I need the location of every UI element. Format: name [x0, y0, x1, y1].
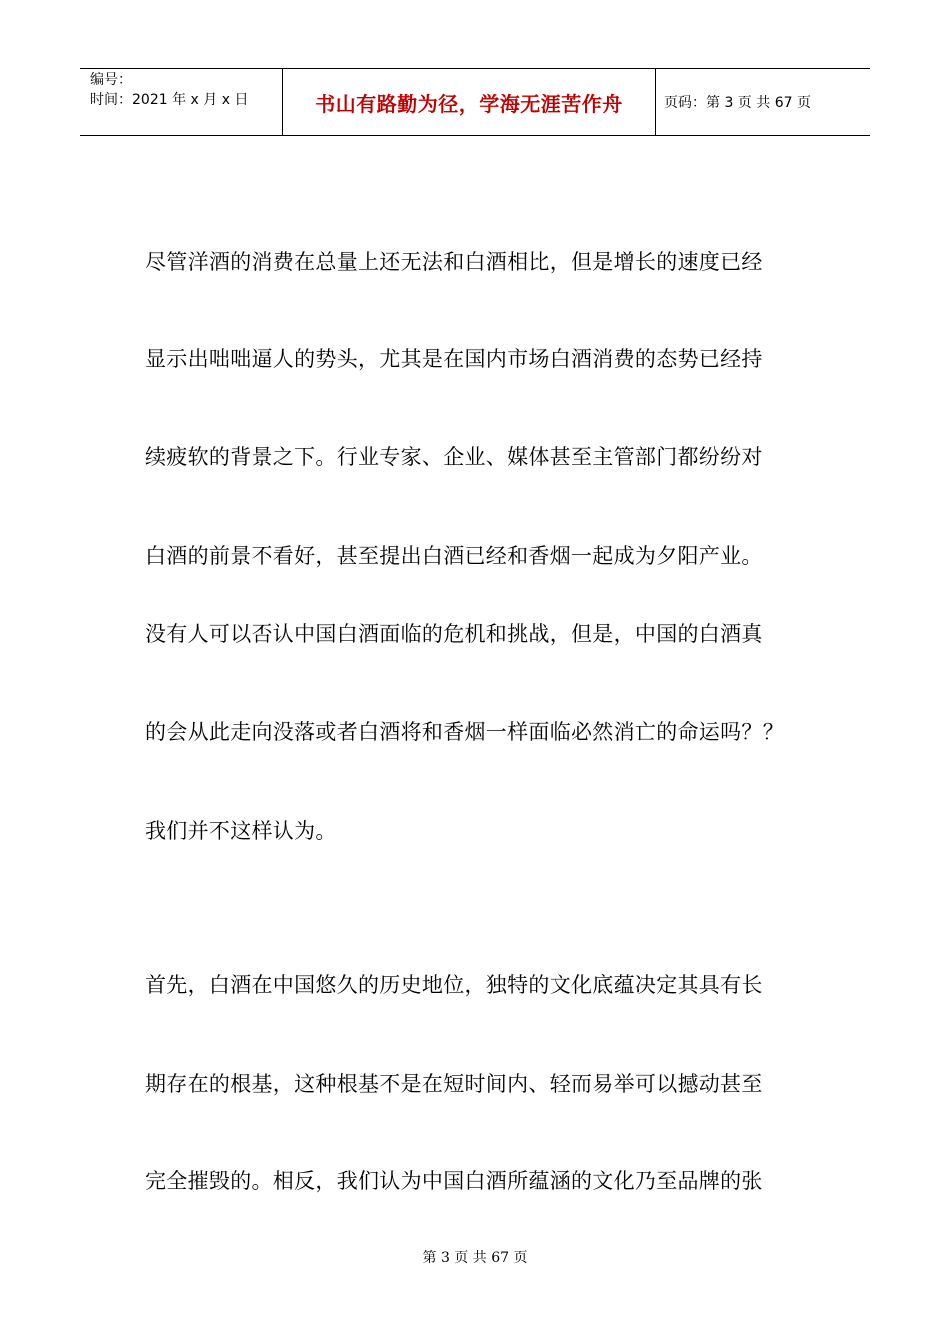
body-line: 续疲软的背景之下。行业专家、企业、媒体甚至主管部门都纷纷对 [145, 445, 763, 469]
body-line: 白酒的前景不看好，甚至提出白酒已经和香烟一起成为夕阳产业。 [145, 544, 763, 568]
header-page-cell [656, 69, 870, 135]
body-line: 尽管洋酒的消费在总量上还无法和白酒相比，但是增长的速度已经 [145, 250, 763, 274]
header-motto-cell [282, 69, 656, 135]
document-date: 时间：2021 年 x 月 x 日 [90, 92, 249, 108]
body-line: 我们并不这样认为。 [145, 819, 337, 843]
page-footer: 第 3 页 共 67 页 [422, 1250, 528, 1266]
document-header [80, 68, 870, 136]
body-line: 首先，白酒在中国悠久的历史地位，独特的文化底蕴决定其具有长 [145, 973, 763, 997]
body-line: 显示出咄咄逼人的势头，尤其是在国内市场白酒消费的态势已经持 [145, 347, 763, 371]
body-line: 完全摧毁的。相反，我们认为中国白酒所蕴涵的文化乃至品牌的张 [145, 1169, 763, 1193]
body-line: 期存在的根基，这种根基不是在短时间内、轻而易举可以撼动甚至 [145, 1072, 763, 1096]
header-motto: 书山有路勤为径，学海无涯苦作舟 [315, 91, 623, 116]
header-meta [80, 69, 282, 135]
body-line: 没有人可以否认中国白酒面临的危机和挑战，但是，中国的白酒真 [145, 622, 763, 646]
header-page-info: 页码：第 3 页 共 67 页 [664, 95, 811, 111]
body-line: 的会从此走向没落或者白酒将和香烟一样面临必然消亡的命运吗？？ [145, 720, 784, 744]
document-number-label: 编号： [90, 72, 132, 88]
